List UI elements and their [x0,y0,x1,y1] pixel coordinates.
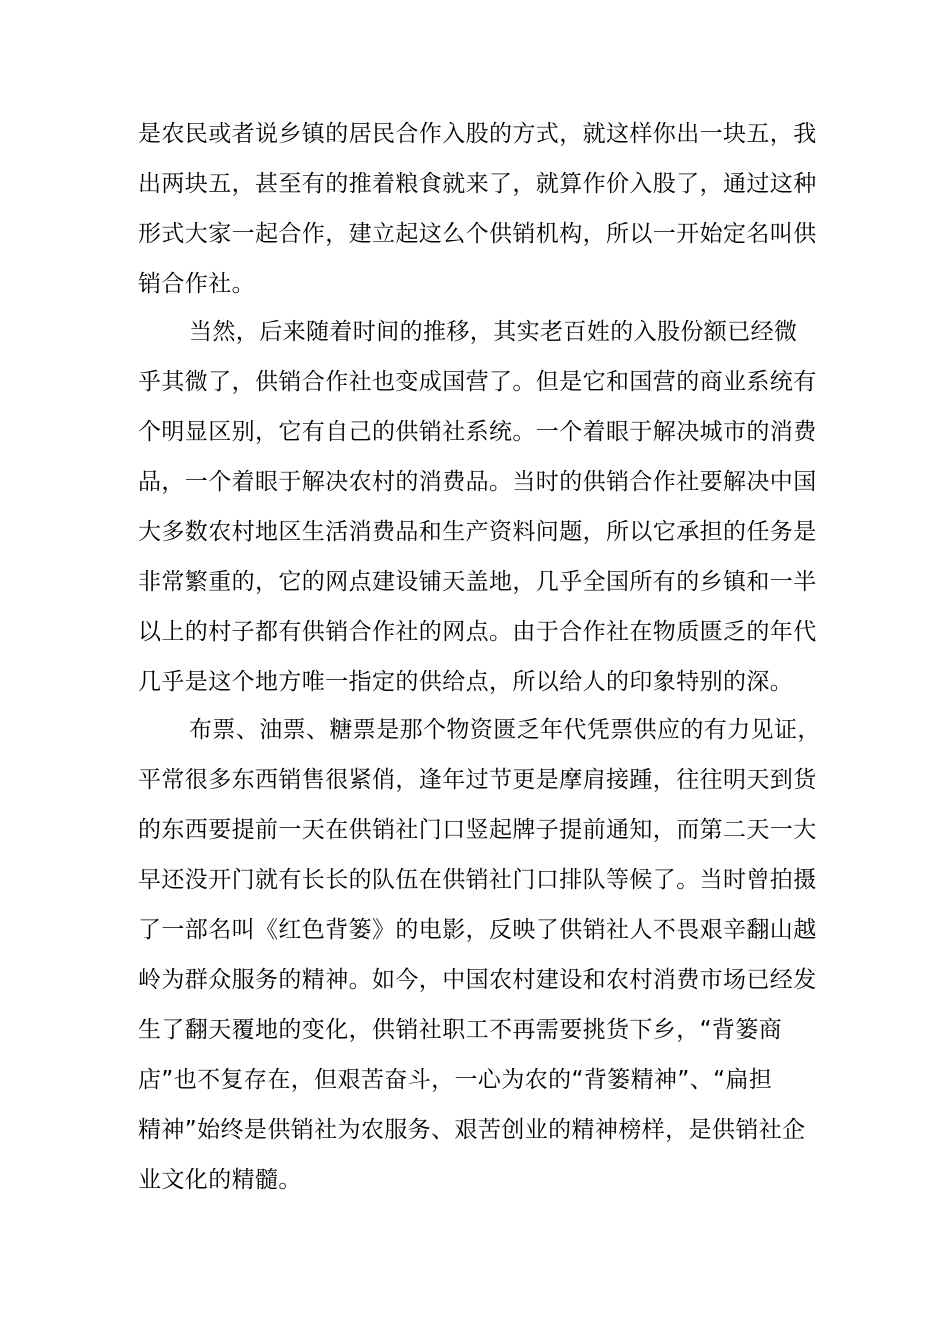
paragraph-line: 早还没开门就有长长的队伍在供销社门口排队等候了。当时曾拍摄 [138,867,817,893]
paragraph-2 [138,307,828,707]
paragraph-line: 店”也不复存在，但艰苦奋斗，一心为农的“背篓精神”、“扁担 [138,1067,773,1093]
paragraph-line: 大多数农村地区生活消费品和生产资料问题，所以它承担的任务是 [138,519,817,545]
paragraph-line: 岭为群众服务的精神。如今，中国农村建设和农村消费市场已经发 [138,967,817,993]
paragraph-line: 的东西要提前一天在供销社门口竖起牌子提前通知，而第二天一大 [138,817,817,843]
paragraph-line: 当然，后来随着时间的推移，其实老百姓的入股份额已经微 [189,319,798,345]
paragraph-line: 了一部名叫《红色背篓》的电影，反映了供销社人不畏艰辛翻山越 [138,917,817,943]
paragraph-line: 形式大家一起合作，建立起这么个供销机构，所以一开始定名叫供 [138,221,817,247]
paragraph-line: 精神”始终是供销社为农服务、艰苦创业的精神榜样，是供销社企 [138,1117,806,1143]
paragraph-line: 品，一个着眼于解决农村的消费品。当时的供销合作社要解决中国 [138,469,817,495]
paragraph-line: 平常很多东西销售很紧俏，逢年过节更是摩肩接踵，往往明天到货 [138,767,817,793]
paragraph-line: 几乎是这个地方唯一指定的供给点，所以给人的印象特别的深。 [138,669,794,695]
paragraph-line: 出两块五，甚至有的推着粮食就来了，就算作价入股了，通过这种 [138,171,817,197]
paragraph-line: 个明显区别，它有自己的供销社系统。一个着眼于解决城市的消费 [138,419,817,445]
paragraph-line: 销合作社。 [138,271,255,297]
paragraph-line: 非常繁重的，它的网点建设铺天盖地，几乎全国所有的乡镇和一半 [138,569,817,595]
paragraph-line: 生了翻天覆地的变化，供销社职工不再需要挑货下乡，“背篓商 [138,1017,783,1043]
paragraph-line: 是农民或者说乡镇的居民合作入股的方式，就这样你出一块五，我 [138,121,817,147]
paragraph-line: 乎其微了，供销合作社也变成国营了。但是它和国营的商业系统有 [138,369,817,395]
paragraph-1 [138,109,828,309]
paragraph-line: 业文化的精髓。 [138,1167,302,1193]
paragraph-line: 布票、油票、糖票是那个物资匮乏年代凭票供应的有力见证， [189,717,821,743]
paragraph-3 [138,705,828,1205]
paragraph-line: 以上的村子都有供销合作社的网点。由于合作社在物质匮乏的年代 [138,619,817,645]
